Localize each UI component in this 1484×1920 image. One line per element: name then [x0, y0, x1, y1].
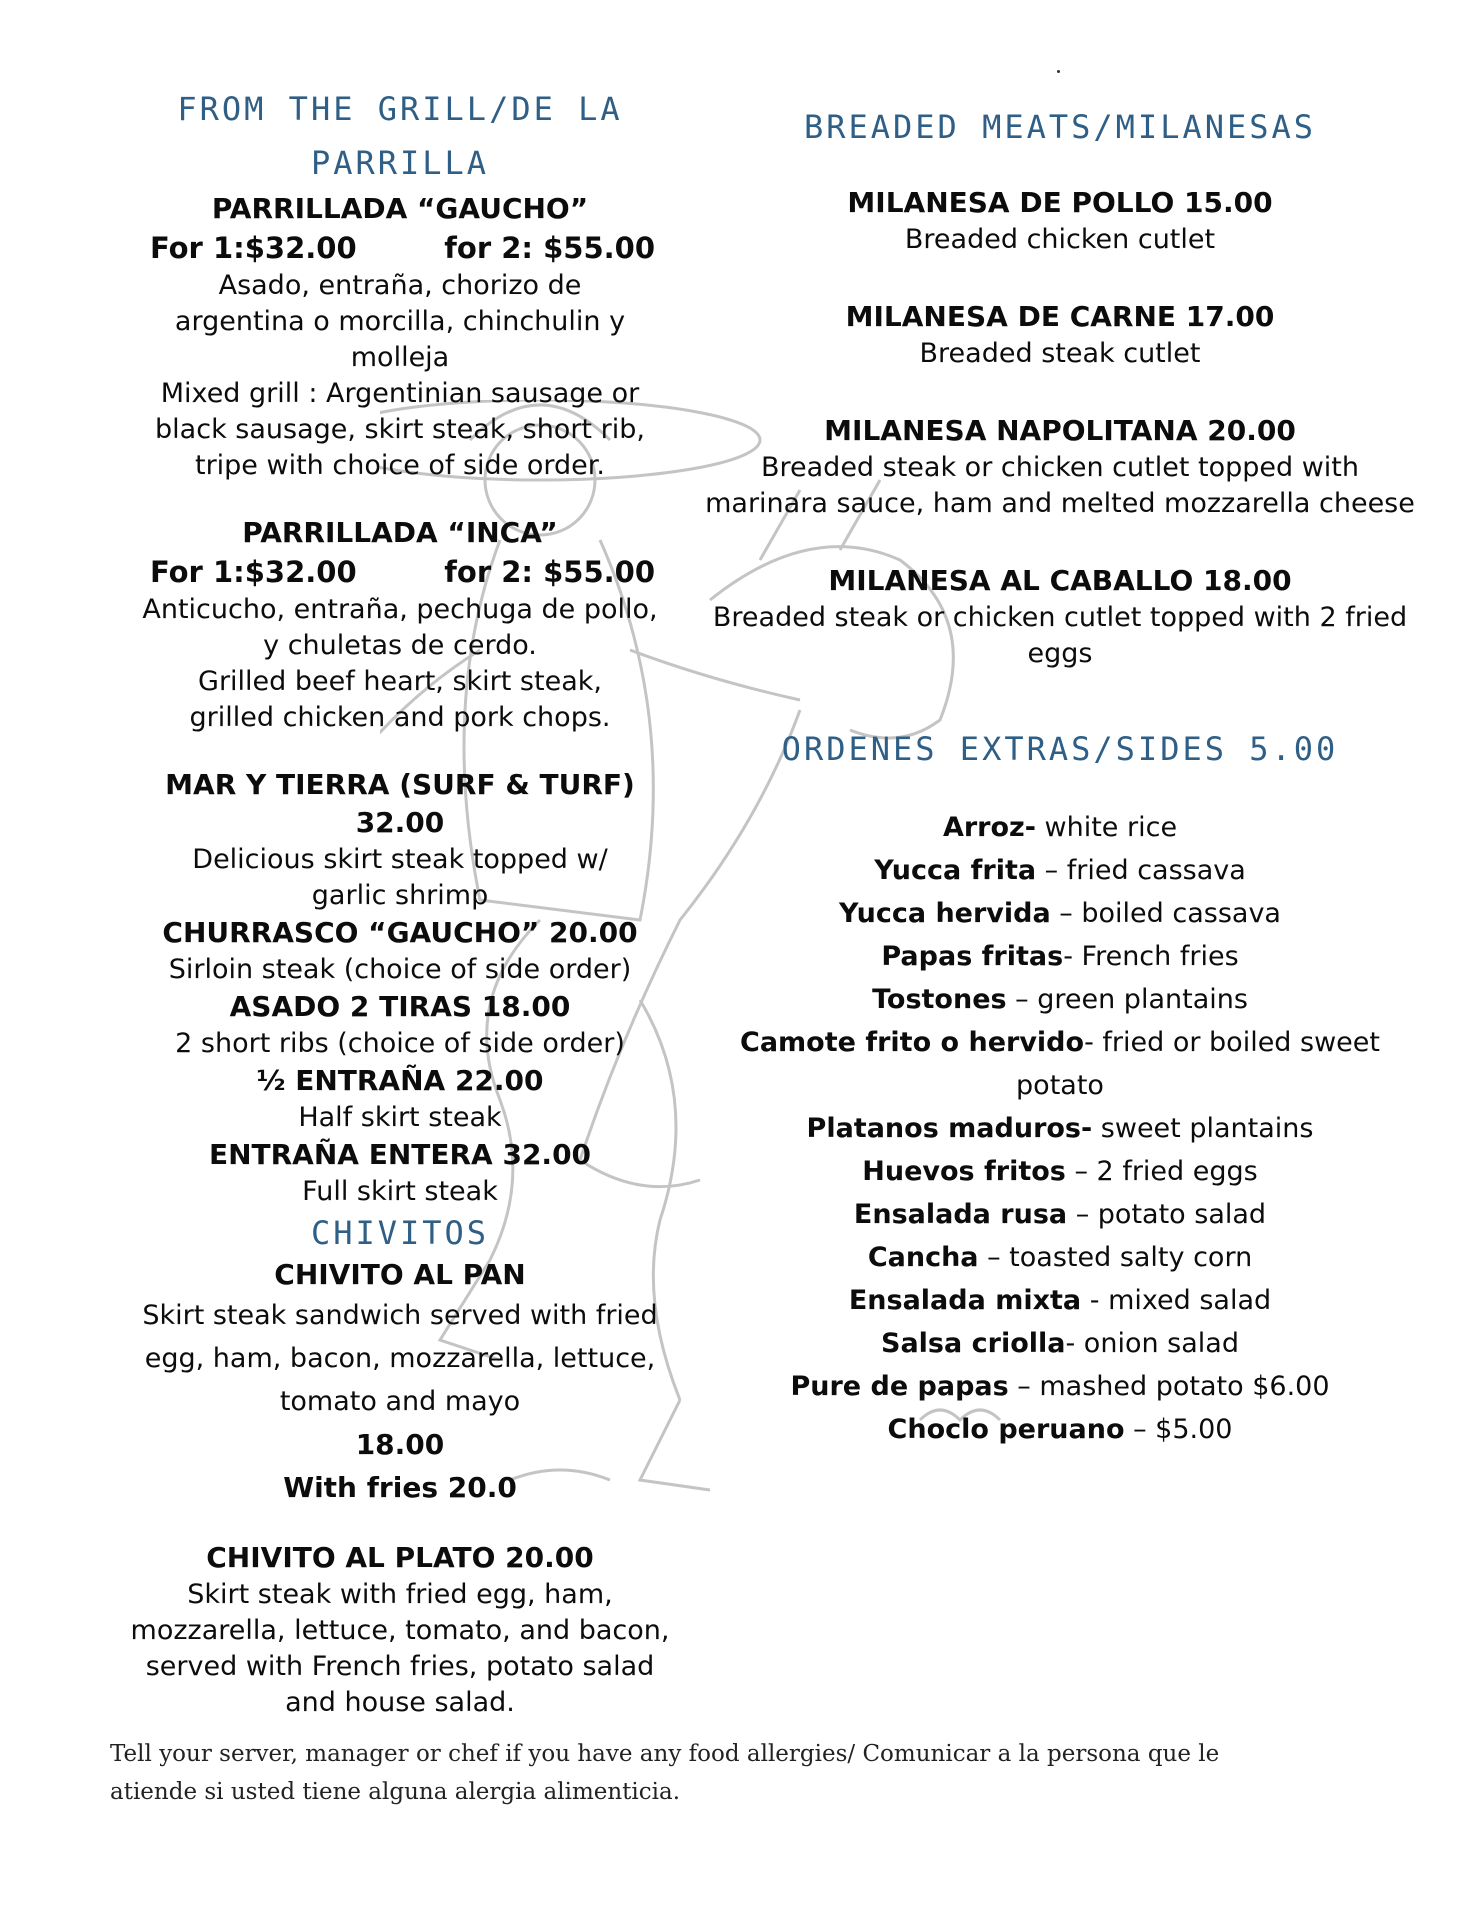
side-name: Pure de papas — [790, 1371, 1009, 1402]
mar-y-tierra — [110, 766, 690, 914]
grill-section-title: FROM THE GRILL/DE LA PARRILLA — [177, 90, 623, 182]
side-name: Salsa criolla — [881, 1328, 1066, 1359]
item-desc: Skirt steak with fried egg, ham, mozzarella, lettuce, tomato, and bacon, served with French fries, potato salad and house salad. — [130, 1579, 670, 1718]
breaded-section-title: BREADED MEATS/MILANESAS — [803, 108, 1317, 146]
item-name: MILANESA AL CABALLO 18.00 — [828, 564, 1292, 597]
price-row — [110, 552, 690, 592]
side-name: Arroz- — [942, 812, 1036, 843]
allergy-notice: Tell your server, manager or chef if you have any food allergies/ Comunicar a la persona que le atiende si usted tiene alguna alergia alimenticia. — [110, 1741, 1220, 1805]
side-name: Platanos maduros- — [806, 1113, 1093, 1144]
item-name: CHURRASCO “GAUCHO” 20.00 — [162, 916, 638, 949]
item-desc: Breaded steak or chicken cutlet topped with 2 fried eggs — [712, 602, 1408, 669]
milanesa-item — [700, 412, 1420, 522]
side-name: Choclo peruano — [887, 1414, 1125, 1445]
side-desc: – toasted salty corn — [978, 1242, 1253, 1273]
sides-section-title: ORDENES EXTRAS/SIDES 5.00 — [781, 730, 1339, 768]
side-desc: – boiled cassava — [1050, 898, 1281, 929]
price-for-2: for 2: $55.00 — [444, 555, 655, 589]
churrasco-gaucho — [110, 914, 690, 988]
side-item — [700, 935, 1420, 978]
side-name: Camote frito o hervido — [740, 1027, 1085, 1058]
item-name: ENTRAÑA ENTERA 32.00 — [208, 1138, 592, 1171]
side-item — [700, 978, 1420, 1021]
chivitos-section-title: CHIVITOS — [310, 1214, 490, 1252]
side-item — [700, 1322, 1420, 1365]
side-item — [700, 806, 1420, 849]
side-name: Huevos fritos — [862, 1156, 1066, 1187]
item-desc: Skirt steak sandwich served with fried egg, ham, bacon, mozzarella, lettuce, tomato and mayo — [142, 1300, 658, 1417]
asado-2-tiras — [110, 988, 690, 1062]
item-desc: Full skirt steak — [302, 1176, 498, 1207]
side-name: Cancha — [867, 1242, 979, 1273]
side-name: Yucca frita — [874, 855, 1037, 886]
side-item — [700, 1193, 1420, 1236]
side-desc: – $5.00 — [1124, 1414, 1233, 1445]
price-for-1: For 1:$32.00 — [150, 231, 357, 265]
side-name: Ensalada mixta — [848, 1285, 1082, 1316]
breaded-list — [700, 184, 1420, 672]
side-desc: - onion salad — [1065, 1328, 1239, 1359]
side-name: Tostones — [872, 984, 1007, 1015]
sides-list — [700, 806, 1420, 1451]
side-desc: – potato salad — [1067, 1199, 1267, 1230]
side-name: Yucca hervida — [839, 898, 1051, 929]
item-name: ½ ENTRAÑA 22.00 — [256, 1064, 544, 1097]
left-column — [110, 82, 690, 1721]
item-desc-en: Grilled beef heart, skirt steak, grilled chicken and pork chops. — [189, 666, 611, 733]
item-name: CHIVITO AL PLATO 20.00 — [206, 1541, 594, 1574]
item-price-fries: With fries 20.0 — [283, 1471, 517, 1504]
item-name: MILANESA NAPOLITANA 20.00 — [824, 414, 1296, 447]
side-desc: sweet plantains — [1092, 1113, 1314, 1144]
half-entrana — [110, 1062, 690, 1136]
item-price: 18.00 — [355, 1428, 445, 1461]
side-item — [700, 1365, 1420, 1408]
milanesa-item — [700, 184, 1420, 258]
milanesa-item — [700, 298, 1420, 372]
item-desc: Breaded chicken cutlet — [904, 224, 1216, 255]
right-column — [700, 100, 1420, 1451]
item-price: 32.00 — [355, 806, 445, 839]
side-item — [700, 892, 1420, 935]
side-item — [700, 849, 1420, 892]
side-desc: – green plantains — [1006, 984, 1248, 1015]
side-desc: - French fries — [1063, 941, 1239, 972]
entrana-entera — [110, 1136, 690, 1210]
side-desc: – mashed potato $6.00 — [1008, 1371, 1330, 1402]
item-desc: Sirloin steak (choice of side order) — [168, 954, 632, 985]
side-item — [700, 1279, 1420, 1322]
side-item — [700, 1236, 1420, 1279]
chivito-al-pan — [110, 1256, 690, 1509]
item-desc-es: Anticucho, entraña, pechuga de pollo, y chuletas de cerdo. — [142, 594, 658, 661]
stray-dot — [1057, 70, 1060, 73]
price-for-1: For 1:$32.00 — [150, 555, 357, 589]
item-name: CHIVITO AL PAN — [274, 1258, 526, 1291]
item-name: ASADO 2 TIRAS 18.00 — [229, 990, 571, 1023]
item-desc: Breaded steak or chicken cutlet topped with marinara sauce, ham and melted mozzarella cheese — [705, 452, 1415, 519]
side-item — [700, 1408, 1420, 1451]
item-desc: 2 short ribs (choice of side order) — [175, 1028, 625, 1059]
side-desc: white rice — [1035, 812, 1178, 843]
item-desc-es: Asado, entraña, chorizo de argentina o morcilla, chinchulin y molleja — [174, 270, 626, 373]
item-desc: Delicious skirt steak topped w/ garlic shrimp — [192, 844, 608, 911]
item-desc: Breaded steak cutlet — [919, 338, 1201, 369]
item-name: MILANESA DE POLLO 15.00 — [847, 186, 1273, 219]
item-desc-en: Mixed grill : Argentinian sausage or black sausage, skirt steak, short rib, tripe with choice of side order. — [155, 378, 645, 481]
side-name: Papas fritas — [881, 941, 1064, 972]
milanesa-item — [700, 562, 1420, 672]
price-for-2: for 2: $55.00 — [444, 231, 655, 265]
side-desc: - fried or boiled sweet potato — [1016, 1027, 1380, 1101]
item-name: PARRILLADA “INCA” — [242, 516, 558, 549]
item-name: MILANESA DE CARNE 17.00 — [845, 300, 1275, 333]
parrillada-inca — [110, 514, 690, 736]
parrillada-gaucho — [110, 190, 690, 484]
item-name: MAR Y TIERRA (SURF & TURF) — [165, 768, 635, 801]
side-item — [700, 1150, 1420, 1193]
side-desc: - mixed salad — [1081, 1285, 1272, 1316]
item-desc: Half skirt steak — [298, 1102, 502, 1133]
side-desc: – fried cassava — [1036, 855, 1246, 886]
side-item — [700, 1107, 1420, 1150]
side-desc: – 2 fried eggs — [1065, 1156, 1258, 1187]
item-name: PARRILLADA “GAUCHO” — [211, 192, 589, 225]
chivito-al-plato — [110, 1539, 690, 1721]
side-name: Ensalada rusa — [853, 1199, 1068, 1230]
side-item — [700, 1021, 1420, 1107]
price-row — [110, 228, 690, 268]
